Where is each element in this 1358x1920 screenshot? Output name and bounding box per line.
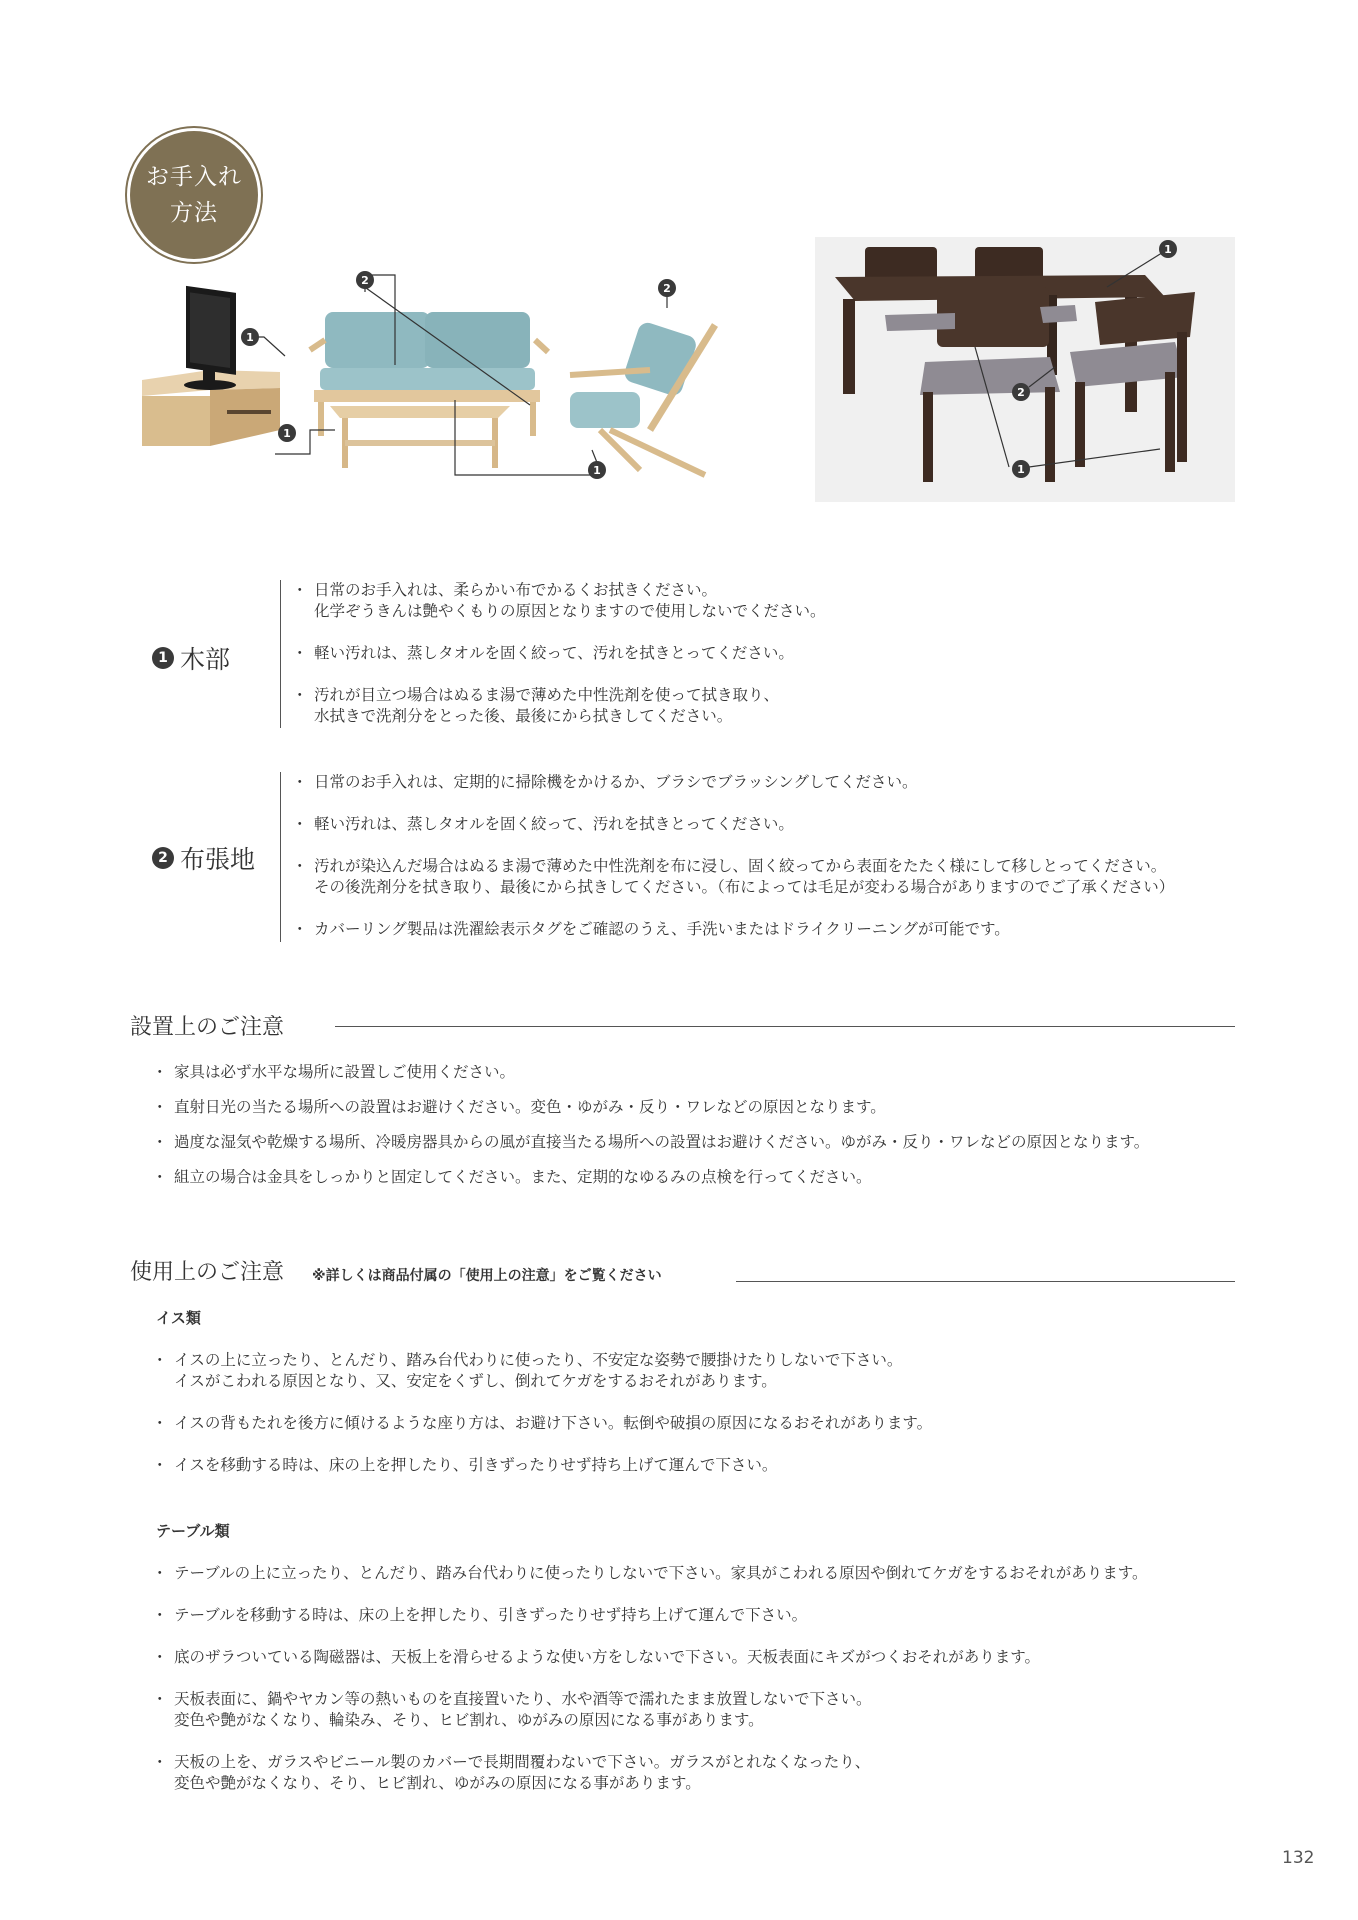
installation-rule <box>335 1026 1235 1027</box>
svg-text:2: 2 <box>663 282 671 295</box>
svg-text:1: 1 <box>593 464 601 477</box>
marker-2-dining-seat <box>1012 383 1030 401</box>
marker-1-dining-chair <box>1012 460 1030 478</box>
care-fabric-title <box>152 840 255 876</box>
marker-1-armchair <box>588 461 606 479</box>
marker-2-armchair <box>658 279 676 297</box>
svg-text:1: 1 <box>283 427 291 440</box>
dining-set-photo <box>815 237 1235 502</box>
care-wood-divider <box>280 580 281 728</box>
installation-heading: 設置上のご注意 <box>130 1015 285 1040</box>
marker-1-tv-board <box>278 424 296 442</box>
svg-text:1: 1 <box>246 331 254 344</box>
usage-rule <box>736 1281 1235 1282</box>
marker-1-dining-table <box>1159 240 1177 258</box>
svg-text:2: 2 <box>361 274 369 287</box>
care-wood-label: 木部 <box>180 645 231 674</box>
living-furniture-illustration <box>130 270 730 490</box>
badge-line1: お手入れ <box>146 164 242 190</box>
care-fabric-divider <box>280 772 281 942</box>
svg-text:2: 2 <box>1017 386 1025 399</box>
center-table <box>330 406 510 468</box>
tables-subheading: テーブル類 <box>156 1522 230 1540</box>
svg-text:1: 1 <box>1164 243 1172 256</box>
care-fabric-label: 布張地 <box>180 845 256 874</box>
marker-1-sofa-frame <box>241 328 259 346</box>
chairs-subheading: イス類 <box>156 1309 201 1327</box>
svg-text:1: 1 <box>1017 463 1025 476</box>
number-2-icon: 2 <box>152 847 174 869</box>
care-wood-title <box>152 640 230 676</box>
usage-heading: 使用上のご注意 <box>130 1260 285 1285</box>
page-number: 132 <box>1282 1848 1315 1868</box>
care-method-badge <box>130 131 258 259</box>
usage-note: ※詳しくは商品付属の「使用上の注意」をご覧ください <box>312 1268 662 1284</box>
marker-2-sofa <box>356 271 374 289</box>
badge-line2: 方法 <box>170 200 218 226</box>
number-1-icon: 1 <box>152 647 174 669</box>
armchair <box>570 320 715 475</box>
